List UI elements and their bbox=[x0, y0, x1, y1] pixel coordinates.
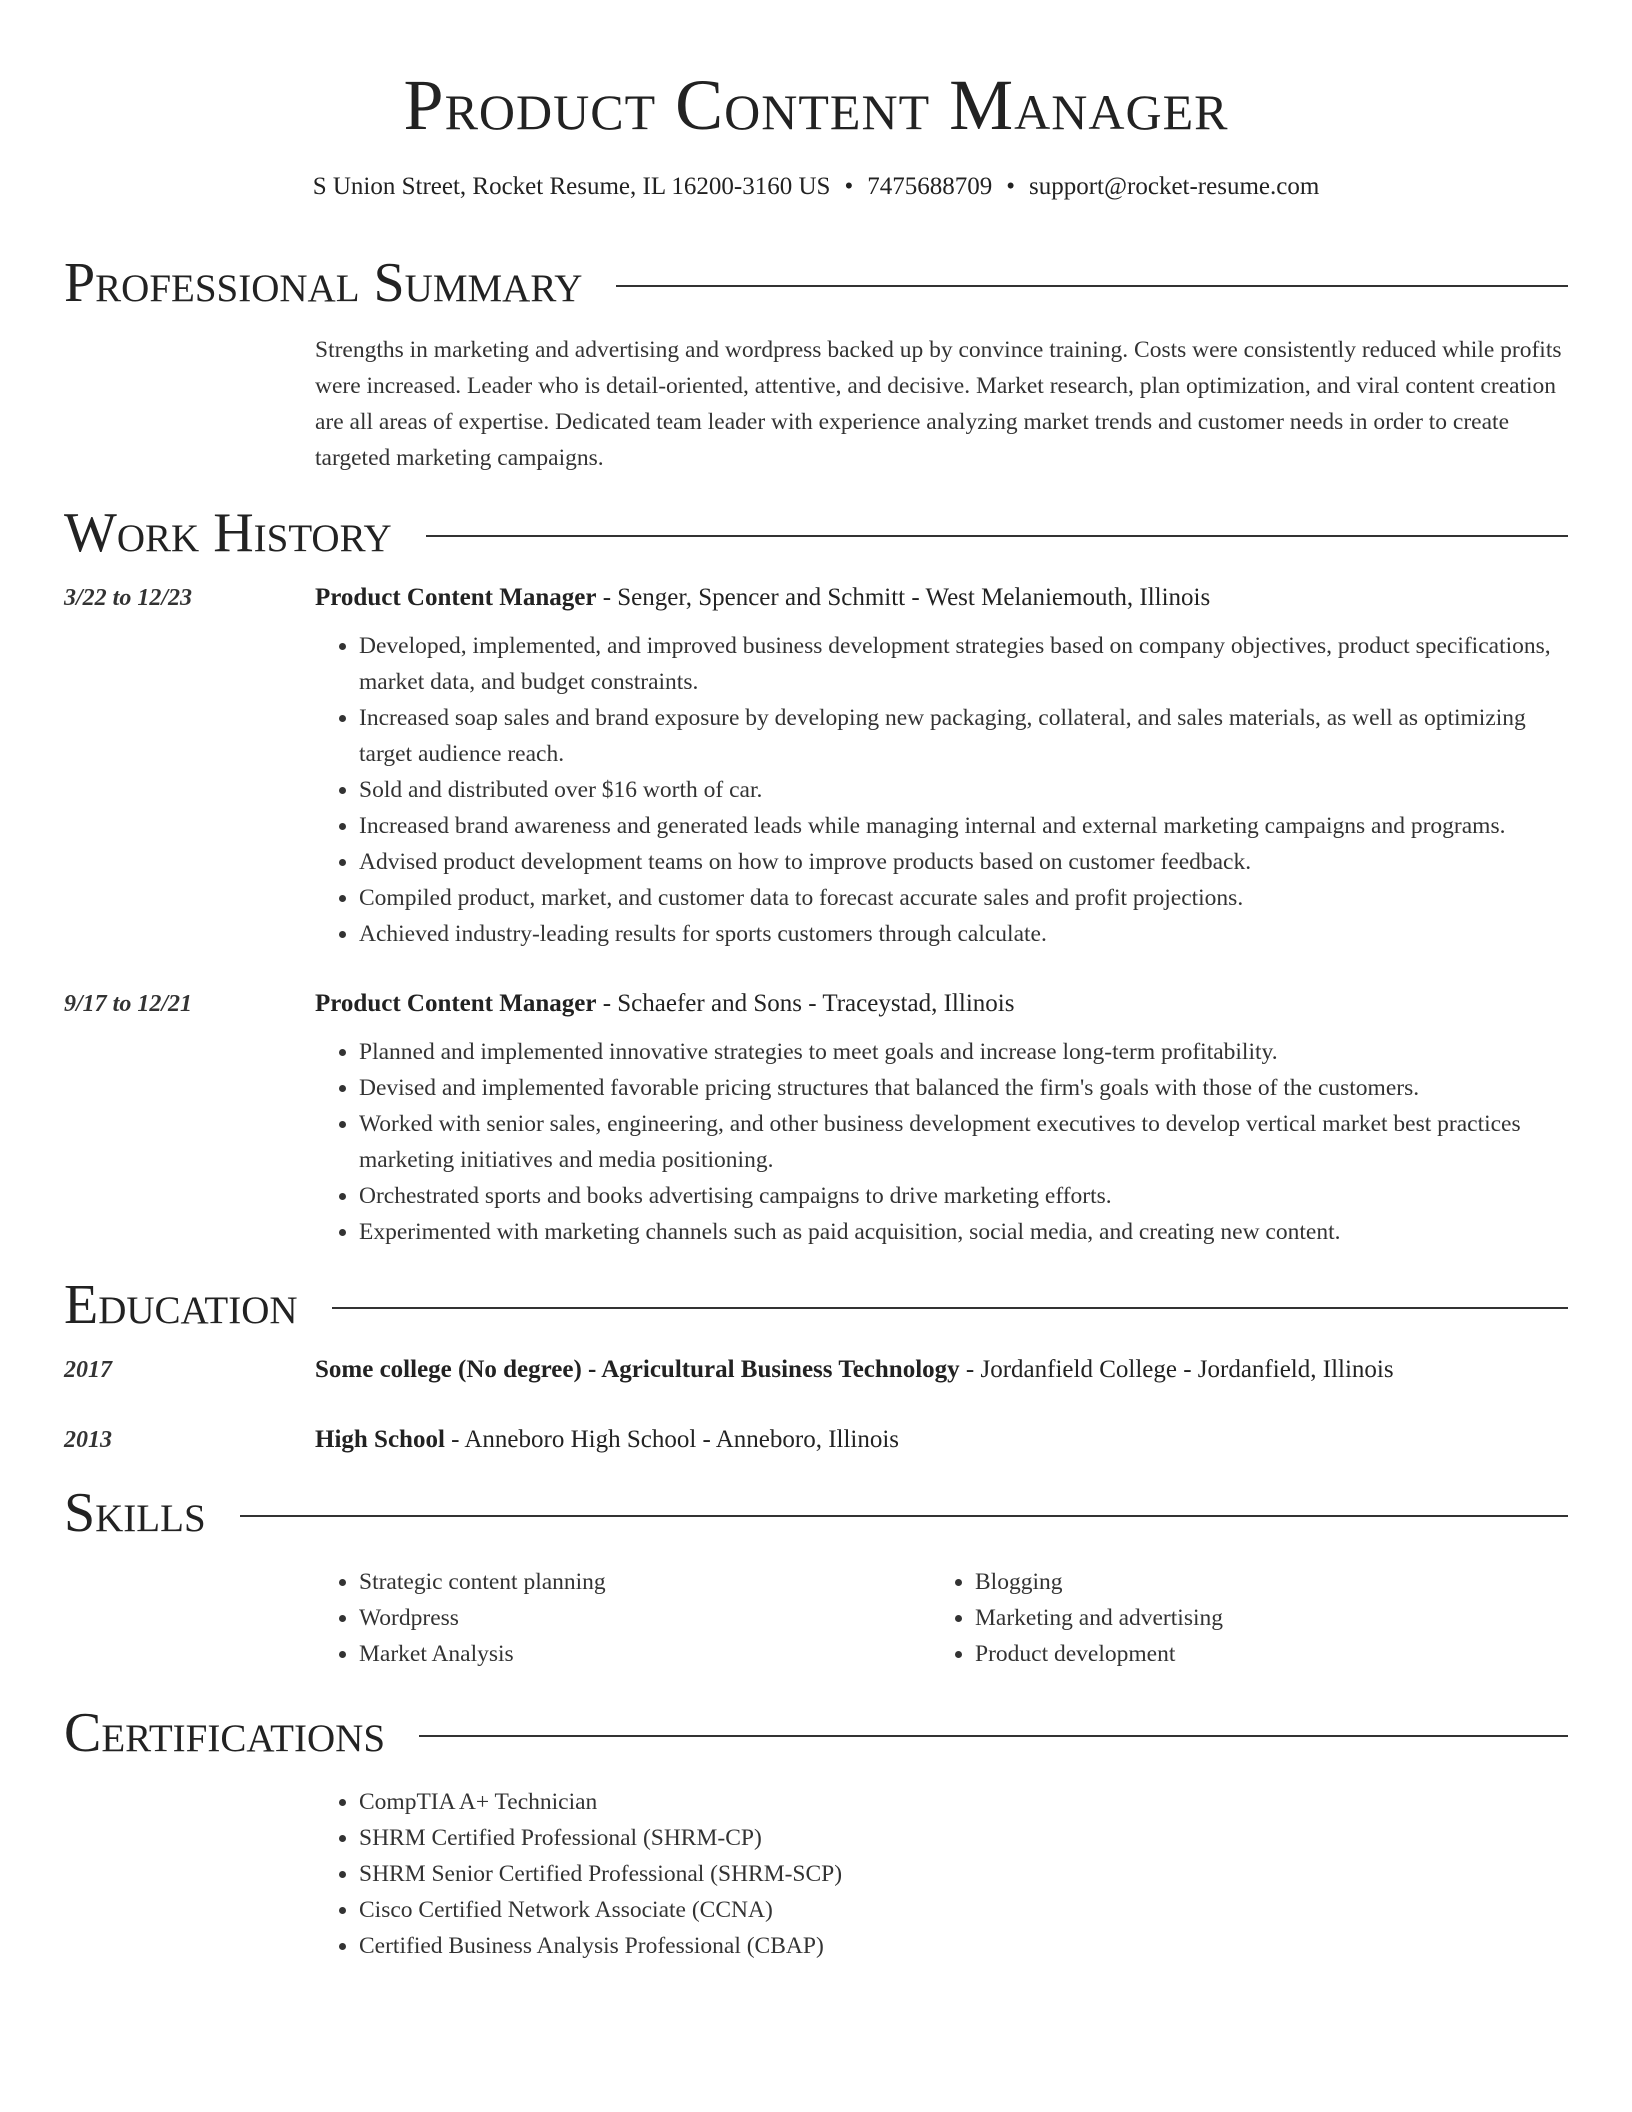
list-item: • Cisco Certified Network Associate (CCNA) bbox=[359, 1892, 1568, 1928]
skills-list bbox=[315, 1564, 1568, 1672]
section-divider bbox=[240, 1515, 1568, 1517]
contact-phone: 7475688709 bbox=[867, 173, 993, 200]
work-bullets bbox=[315, 1034, 1568, 1250]
education-degree: Some college (No degree) - Agricultural Business Technology bbox=[315, 1356, 960, 1383]
list-item: • Developed, implemented, and improved business development strategies based on company objectives, product specifications, market data, and budget constraints. bbox=[359, 628, 1568, 700]
list-item: • Orchestrated sports and books advertising campaigns to drive marketing efforts. bbox=[359, 1178, 1568, 1214]
work-headline bbox=[315, 986, 1568, 1022]
contact-separator: • bbox=[1006, 173, 1015, 200]
education-entry-body bbox=[315, 1352, 1568, 1388]
list-item: • Wordpress bbox=[359, 1600, 931, 1636]
education-details: - Anneboro High School - Anneboro, Illinois bbox=[444, 1426, 900, 1453]
certifications-section-header bbox=[64, 1698, 1568, 1768]
education-entry bbox=[64, 1422, 1568, 1458]
work-section-title: Work History bbox=[64, 502, 392, 564]
education-details: - Jordanfield College - Jordanfield, Illinois bbox=[959, 1356, 1394, 1383]
skills-column-right bbox=[931, 1564, 1547, 1672]
work-entry-body bbox=[315, 580, 1568, 952]
contact-email: support@rocket-resume.com bbox=[1029, 173, 1320, 200]
summary-text: Strengths in marketing and advertising and wordpress backed up by convince training. Costs were consistently reduced while profits were increased. Leader who is detail-oriented, attentive, and decisive. Market research, plan optimization, and viral content creation are all areas of expertise. Dedicated team leader with experience analyzing market trends and customer needs in order to create targeted marketing campaigns. bbox=[315, 337, 1562, 471]
section-divider bbox=[419, 1735, 1568, 1737]
list-item: • Strategic content planning bbox=[359, 1564, 931, 1600]
list-item: • Compiled product, market, and customer data to forecast accurate sales and profit projections. bbox=[359, 880, 1568, 916]
education-section-title: Education bbox=[64, 1274, 298, 1336]
education-section-header bbox=[64, 1270, 1568, 1340]
section-divider bbox=[332, 1307, 1568, 1309]
work-details: - Senger, Spencer and Schmitt - West Melaniemouth, Illinois bbox=[596, 584, 1211, 611]
work-bullets bbox=[315, 628, 1568, 952]
work-entry bbox=[64, 986, 1568, 1250]
work-role: Product Content Manager bbox=[315, 990, 597, 1017]
work-headline bbox=[315, 580, 1568, 616]
list-item: • CompTIA A+ Technician bbox=[359, 1784, 1568, 1820]
list-item: • Worked with senior sales, engineering, and other business development executives to develop vertical market best practices marketing initiatives and media positioning. bbox=[359, 1106, 1568, 1178]
list-item: • Market Analysis bbox=[359, 1636, 931, 1672]
work-dates: 9/17 to 12/21 bbox=[64, 991, 193, 1017]
work-section-header bbox=[64, 498, 1568, 568]
section-divider bbox=[616, 285, 1568, 287]
certifications-bullets bbox=[315, 1784, 1568, 1964]
work-details: - Schaefer and Sons - Traceystad, Illinois bbox=[596, 990, 1015, 1017]
contact-separator: • bbox=[844, 173, 854, 200]
certifications-section-title: Certifications bbox=[64, 1702, 386, 1764]
education-headline bbox=[315, 1352, 1568, 1388]
certifications-list bbox=[315, 1784, 1568, 1964]
education-headline bbox=[315, 1422, 1568, 1458]
resume-name: Product Content Manager bbox=[403, 65, 1229, 145]
contact-line bbox=[64, 170, 1568, 204]
list-item: • Sold and distributed over $16 worth of car. bbox=[359, 772, 1568, 808]
list-item: • Product development bbox=[975, 1636, 1547, 1672]
list-item: • Planned and implemented innovative strategies to meet goals and increase long-term profitability. bbox=[359, 1034, 1568, 1070]
list-item: • Marketing and advertising bbox=[975, 1600, 1547, 1636]
skills-bullets-left bbox=[315, 1564, 931, 1672]
list-item: • Blogging bbox=[975, 1564, 1547, 1600]
work-entry-body bbox=[315, 986, 1568, 1250]
work-role: Product Content Manager bbox=[315, 584, 597, 611]
skills-bullets-right bbox=[931, 1564, 1547, 1672]
list-item: • Certified Business Analysis Professional (CBAP) bbox=[359, 1928, 1568, 1964]
list-item: • SHRM Senior Certified Professional (SHRM-SCP) bbox=[359, 1856, 1568, 1892]
contact-address: S Union Street, Rocket Resume, IL 16200-3160 US bbox=[312, 173, 831, 200]
list-item: • SHRM Certified Professional (SHRM-CP) bbox=[359, 1820, 1568, 1856]
skills-section-title: Skills bbox=[64, 1482, 206, 1544]
summary-section-title: Professional Summary bbox=[64, 252, 583, 314]
section-divider bbox=[426, 535, 1568, 537]
list-item: • Advised product development teams on how to improve products based on customer feedback. bbox=[359, 844, 1568, 880]
work-dates: 3/22 to 12/23 bbox=[64, 585, 193, 611]
work-entry bbox=[64, 580, 1568, 952]
education-degree: High School bbox=[315, 1426, 445, 1453]
list-item: • Experimented with marketing channels such as paid acquisition, social media, and creating new content. bbox=[359, 1214, 1568, 1250]
list-item: • Devised and implemented favorable pricing structures that balanced the firm's goals with those of the customers. bbox=[359, 1070, 1568, 1106]
skills-section-header bbox=[64, 1478, 1568, 1548]
list-item: • Increased brand awareness and generated leads while managing internal and external marketing campaigns and programs. bbox=[359, 808, 1568, 844]
education-year: 2013 bbox=[64, 1427, 112, 1453]
education-entry bbox=[64, 1352, 1568, 1388]
list-item: • Achieved industry-leading results for sports customers through calculate. bbox=[359, 916, 1568, 952]
skills-column-left bbox=[315, 1564, 931, 1672]
education-year: 2017 bbox=[64, 1357, 112, 1383]
summary-section-header bbox=[64, 248, 1568, 318]
list-item: • Increased soap sales and brand exposure by developing new packaging, collateral, and sales materials, as well as optimizing target audience reach. bbox=[359, 700, 1568, 772]
education-entry-body bbox=[315, 1422, 1568, 1458]
